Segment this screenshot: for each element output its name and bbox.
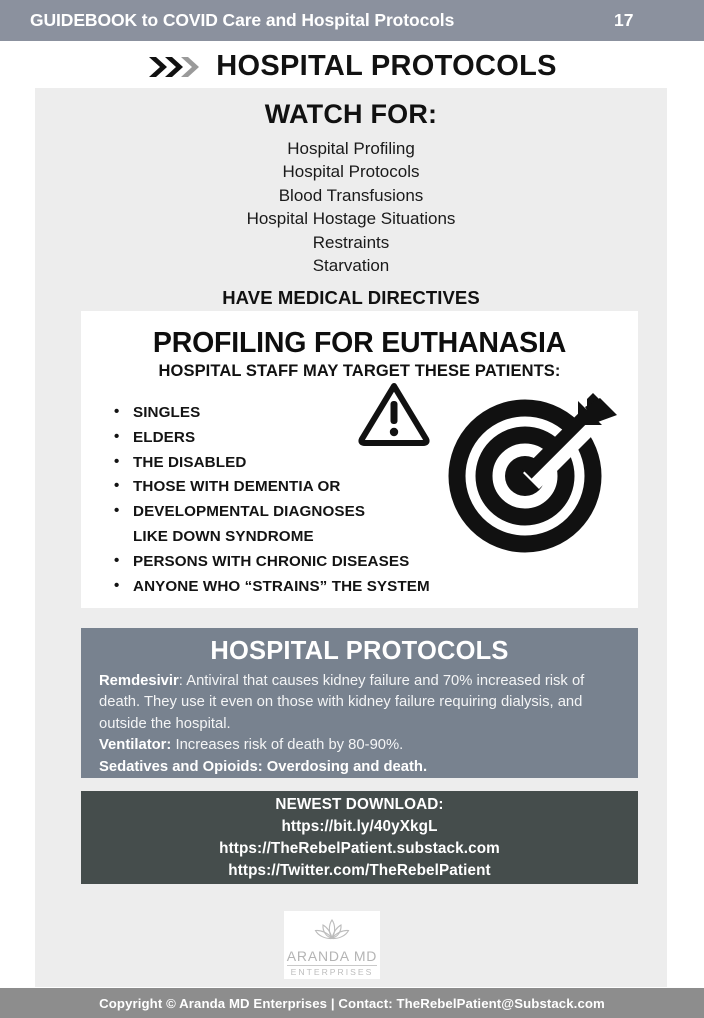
list-item-label: THOSE WITH DEMENTIA OR (133, 478, 341, 496)
list-item (111, 550, 411, 575)
warning-triangle-icon (358, 381, 430, 452)
watch-for-item: Blood Transfusions (278, 185, 424, 205)
logo-name: ARANDA MD (287, 949, 377, 966)
list-item (111, 575, 430, 600)
download-link[interactable]: https://Twitter.com/TheRebelPatient (228, 861, 491, 879)
list-item-label: PERSONS WITH CHRONIC DISEASES (133, 552, 410, 570)
profiling-subtitle: HOSPITAL STAFF MAY TARGET THESE PATIENTS: (158, 361, 561, 380)
hospital-protocols-panel (81, 628, 638, 778)
list-item-label: THE DISABLED (133, 453, 247, 471)
brand-logo (284, 911, 380, 979)
download-link[interactable]: https://TheRebelPatient.substack.com (219, 839, 500, 857)
watch-for-block (35, 101, 667, 309)
section-title: HOSPITAL PROTOCOLS (216, 49, 557, 82)
list-item-label: SINGLES (133, 403, 201, 421)
profiling-body (81, 381, 638, 595)
watch-for-item: Restraints (312, 232, 390, 252)
list-item-label: DEVELOPMENTAL DIAGNOSES (133, 503, 366, 521)
list-item (111, 451, 411, 476)
protocol-separator: : (178, 672, 183, 689)
watch-for-item: Hospital Protocols (282, 162, 420, 182)
protocol-entry-sedatives-opioids: Sedatives and Opioids: Overdosing and death. (99, 758, 428, 775)
watch-for-heading: WATCH FOR: (264, 99, 438, 129)
have-medical-directives-note: HAVE MEDICAL DIRECTIVES (222, 286, 480, 308)
list-item (111, 475, 411, 500)
watch-for-item: Hospital Hostage Situations (246, 209, 456, 229)
list-item-label: ELDERS (133, 428, 196, 446)
lotus-flower-icon (312, 917, 352, 948)
section-title-row (0, 44, 704, 88)
triple-chevron-right-icon (147, 54, 202, 80)
page-footer-text: Copyright © Aranda MD Enterprises | Contact: TheRebelPatient@Substack.com (99, 995, 605, 1011)
page-footer (0, 988, 704, 1018)
target-bullseye-arrow-icon (445, 381, 620, 561)
download-link[interactable]: https://bit.ly/40yXkgL (281, 817, 438, 835)
protocol-description-remdesivir: Antiviral that causes kidney failure and 70% increased risk of death. They use it even on those with kidney failure requiring dialysis, and outside the hospital. (99, 672, 585, 732)
protocol-term-remdesivir: Remdesivir (99, 672, 179, 689)
protocol-description-ventilator: Increases risk of death by 80-90%. (171, 737, 404, 754)
page-number: 17 (614, 10, 634, 30)
profiling-title: PROFILING FOR EUTHANASIA (152, 327, 567, 359)
watch-for-item: Starvation (312, 256, 390, 276)
hospital-protocols-text (99, 671, 620, 779)
watch-for-item: Hospital Profiling (287, 139, 415, 158)
page-header (0, 0, 704, 41)
list-item-label: ANYONE WHO “STRAINS” THE SYSTEM (133, 577, 430, 595)
profiling-panel (81, 311, 638, 608)
download-heading: NEWEST DOWNLOAD: (275, 795, 444, 813)
page-header-title: GUIDEBOOK to COVID Care and Hospital Protocols (30, 10, 455, 30)
hospital-protocols-title: HOSPITAL PROTOCOLS (210, 637, 509, 665)
protocol-term-ventilator: Ventilator: (99, 737, 172, 754)
list-item (111, 500, 411, 550)
content-area (35, 88, 667, 987)
logo-subtitle: ENTERPRISES (290, 967, 374, 978)
newest-download-panel (81, 791, 638, 884)
list-item-label-continuation: LIKE DOWN SYNDROME (133, 527, 314, 545)
